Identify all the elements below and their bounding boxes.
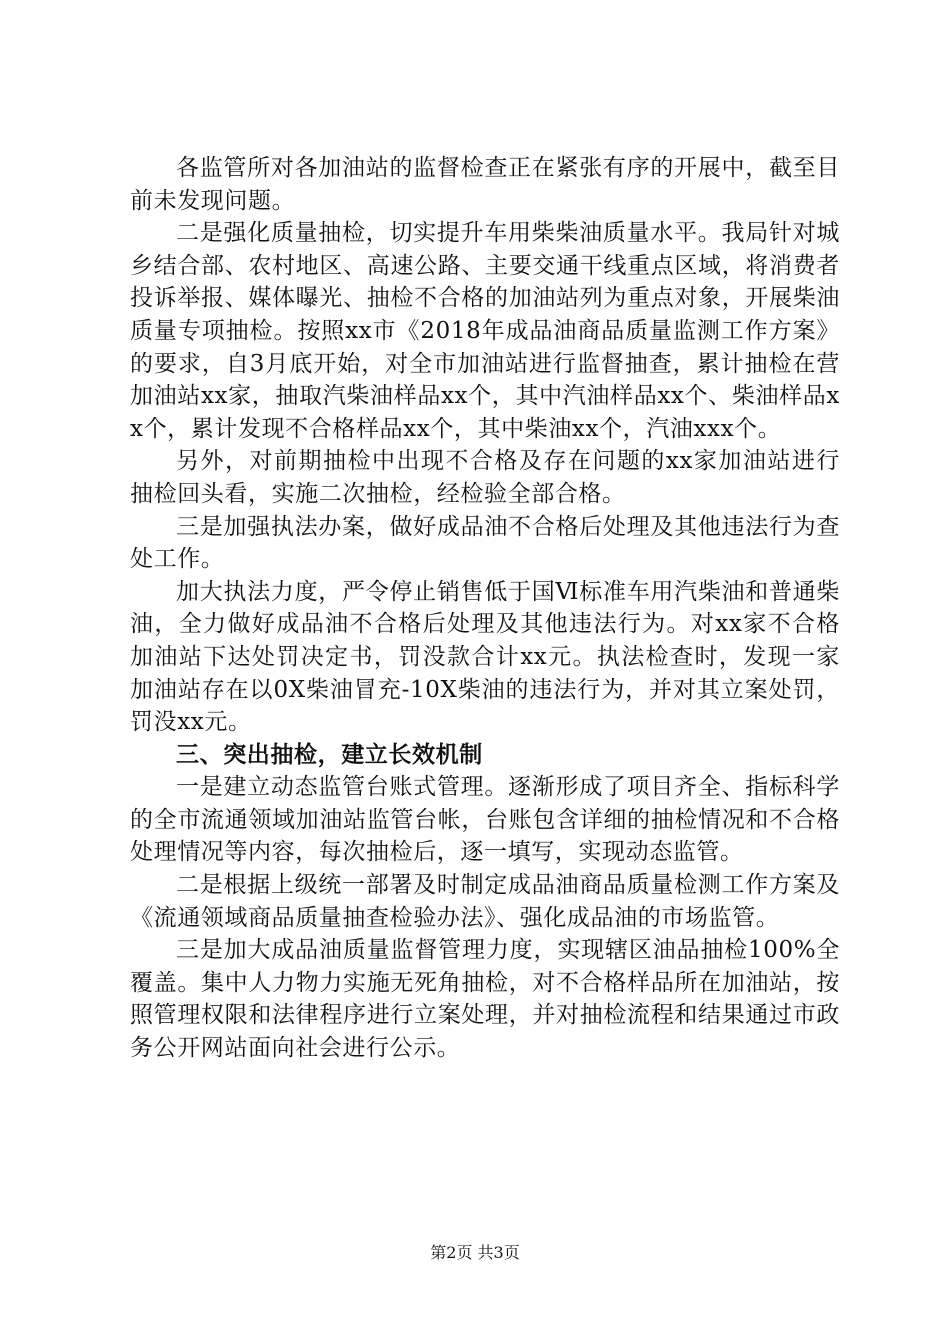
- paragraph: 一是建立动态监管台账式管理。逐渐形成了项目齐全、指标科学的全市流通领域加油站监管台帐，台账包含详细的抽检情况和不合格处理情况等内容，每次抽检后，逐一填写，实现动态监管。: [130, 774, 840, 866]
- paragraph: 三是加强执法办案，做好成品油不合格后处理及其他违法行为查处工作。: [130, 513, 840, 573]
- document-body: [130, 152, 840, 1065]
- section-heading: 三、突出抽检，建立长效机制: [176, 741, 483, 768]
- paragraph: 加大执法力度，严令停止销售低于国Ⅵ标准车用汽柴油和普通柴油，全力做好成品油不合格后处理及其他违法行为。对xx家不合格加油站下达处罚决定书，罚没款合计xx元。执法检查时，发现一家加油站存在以0X柴油冒充-10X柴油的违法行为，并对其立案处罚，罚没xx元。: [130, 578, 840, 736]
- paragraph: 另外，对前期抽检中出现不合格及存在问题的xx家加油站进行抽检回头看，实施二次抽检，经检验全部合格。: [130, 448, 840, 507]
- paragraph: 三是加大成品油质量监督管理力度，实现辖区油品抽检100%全覆盖。集中人力物力实施无死角抽检，对不合格样品所在加油站，按照管理权限和法律程序进行立案处理，并对抽检流程和结果通过市政务公开网站面向社会进行公示。: [130, 937, 840, 1062]
- paragraph: 各监管所对各加油站的监督检查正在紧张有序的开展中，截至目前未发现问题。: [130, 155, 840, 214]
- paragraph: 二是根据上级统一部署及时制定成品油商品质量检测工作方案及《流通领域商品质量抽查检验办法》、强化成品油的市场监管。: [130, 872, 840, 931]
- paragraph: 二是强化质量抽检，切实提升车用柴柴油质量水平。我局针对城乡结合部、农村地区、高速公路、主要交通干线重点区域，将消费者投诉举报、媒体曝光、抽检不合格的加油站列为重点对象，开展柴油质量专项抽检。按照xx市《2018年成品油商品质量监测工作方案》的要求，自3月底开始，对全市加油站进行监督抽查，累计抽检在营加油站xx家，抽取汽柴油样品xx个，其中汽油样品xx个、柴油样品xx个，累计发现不合格样品xx个，其中柴油xx个，汽油xxx个。: [130, 220, 840, 442]
- page-number: 第2页 共3页: [430, 1243, 520, 1262]
- page-footer: [0, 1243, 950, 1263]
